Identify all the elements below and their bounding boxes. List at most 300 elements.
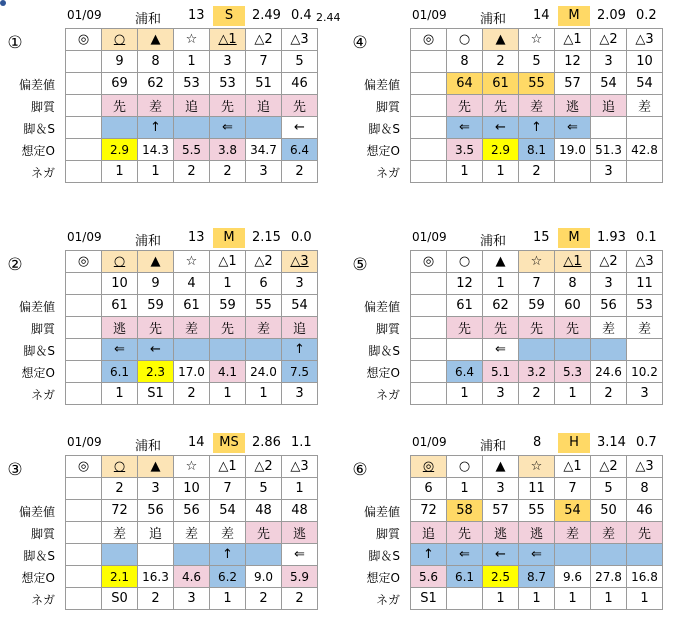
grid-cell [66,588,102,610]
grid-cell: 5.9 [282,566,318,588]
grid-cell: 5 [519,51,555,73]
grid-row-nums [66,51,318,73]
row-label: 脚質 [30,100,55,114]
grid-cell: 51.3 [591,139,627,161]
grid-cell: 追 [138,522,174,544]
grid-cell: ▲ [138,29,174,51]
grid-row-arrow [411,544,663,566]
grid-cell: ○ [447,251,483,273]
grid-cell: 8 [447,51,483,73]
grid-row-nega [411,588,663,610]
grid-cell: 差 [102,522,138,544]
row-label: 脚＆S [23,549,55,563]
grid-cell: ☆ [519,251,555,273]
grid-cell: 2 [483,51,519,73]
grid-cell: 57 [555,73,591,95]
grid-row-odds [411,566,663,588]
grid-cell: 差 [591,317,627,339]
grid-cell: △2 [591,456,627,478]
race-date: 01/09 [67,230,102,244]
grid-cell [411,51,447,73]
grid-cell: △2 [246,251,282,273]
grid-cell: 1 [210,383,246,405]
grid-cell: ⇐ [102,339,138,361]
grid-cell: △2 [591,29,627,51]
grid-cell [174,544,210,566]
race-number: 13 [188,8,205,23]
grid-cell [102,117,138,139]
grid-cell: 54 [555,500,591,522]
grid-cell: 先 [447,95,483,117]
grid-row-dev [66,295,318,317]
row-label: 想定O [21,144,55,158]
grid-cell: 逃 [102,317,138,339]
grid-cell [66,383,102,405]
index-value: 2.86 [252,435,281,450]
grid-cell: 10 [102,273,138,295]
grid-cell: 10.2 [627,361,663,383]
grid-cell: 54 [591,73,627,95]
grid-cell: △3 [282,456,318,478]
race-class-badge: M [558,6,590,26]
grid-cell: 1 [519,588,555,610]
row-label: 脚＆S [23,344,55,358]
grid-cell: 先 [447,522,483,544]
grid-cell: 追 [411,522,447,544]
grid-cell: 58 [447,500,483,522]
grid-cell: ◎ [411,29,447,51]
grid-cell: 3 [282,273,318,295]
grid-cell: 11 [627,273,663,295]
grid-cell [66,544,102,566]
grid-cell: ↑ [138,117,174,139]
grid-cell: 53 [174,73,210,95]
grid-cell [66,273,102,295]
row-label: 想定O [366,366,400,380]
grid-cell: 3.8 [210,139,246,161]
grid-cell: ◎ [66,29,102,51]
row-label: 脚＆S [23,122,55,136]
diff-value: 0.1 [636,230,657,245]
race-date: 01/09 [67,435,102,449]
row-label: ネガ [30,388,55,402]
grid-cell: 61 [447,295,483,317]
row-label: 想定O [366,571,400,585]
grid-cell: 1 [447,478,483,500]
grid-cell: 4 [174,273,210,295]
grid-cell: 1 [483,588,519,610]
panel-header [55,228,375,248]
grid-cell [246,117,282,139]
grid-cell: ▲ [138,251,174,273]
row-label: 脚質 [30,527,55,541]
panel-number: ⑥ [352,460,368,480]
grid-cell: 2 [138,588,174,610]
grid-cell: ◎ [66,456,102,478]
grid-row-odds [411,361,663,383]
panel-header [400,433,673,453]
panel-header [400,6,673,26]
panel-number: ① [7,33,23,53]
grid-cell: 先 [282,95,318,117]
grid-cell: △2 [591,251,627,273]
race-date: 01/09 [412,435,447,449]
grid-cell: 3.2 [519,361,555,383]
grid-cell: 60 [555,295,591,317]
row-label: 脚質 [375,322,400,336]
grid-cell: ▲ [138,456,174,478]
grid-cell: 62 [138,73,174,95]
grid-cell: 逃 [483,522,519,544]
grid-cell [447,339,483,361]
grid-cell: 先 [447,317,483,339]
index-value: 2.49 [252,8,281,23]
grid-cell: ☆ [174,251,210,273]
grid-cell: 69 [102,73,138,95]
grid-cell: 56 [138,500,174,522]
grid-cell [66,361,102,383]
grid-cell: 50 [591,500,627,522]
grid-cell: 2 [174,161,210,183]
grid-row-style [66,95,318,117]
grid-cell: 差 [246,317,282,339]
grid-cell: 59 [138,295,174,317]
grid-cell: 追 [591,95,627,117]
grid-cell: 1 [447,161,483,183]
row-label: 想定O [21,366,55,380]
grid-cell: ↑ [411,544,447,566]
grid-cell: 16.3 [138,566,174,588]
venue-name: 浦和 [480,12,507,27]
grid-cell: 53 [210,73,246,95]
grid-cell: 1 [591,588,627,610]
grid-cell [411,295,447,317]
race-panel [7,228,375,428]
grid-cell [66,566,102,588]
diff-value: 0.4 [291,8,312,23]
grid-row-arrow [411,339,663,361]
grid-row-nega [66,383,318,405]
prediction-grid [410,455,663,610]
grid-cell [411,273,447,295]
grid-cell: 1 [555,588,591,610]
grid-cell: 55 [519,500,555,522]
grid-cell [411,161,447,183]
row-label: 想定O [21,571,55,585]
grid-cell: 9.0 [246,566,282,588]
grid-cell: 12 [447,273,483,295]
race-class-badge: S [213,6,245,26]
grid-cell [66,339,102,361]
grid-cell: 1 [483,161,519,183]
grid-row-arrow [66,339,318,361]
grid-cell: ↑ [519,117,555,139]
grid-cell: 逃 [519,522,555,544]
grid-cell: 差 [627,317,663,339]
grid-cell: 6 [246,273,282,295]
grid-cell: 先 [102,95,138,117]
grid-cell: △1 [555,29,591,51]
grid-cell: 12 [555,51,591,73]
grid-cell: 2 [210,161,246,183]
grid-cell: 54 [282,295,318,317]
grid-cell [591,544,627,566]
grid-cell: 6 [411,478,447,500]
grid-cell: 8.7 [519,566,555,588]
grid-cell: 3 [246,161,282,183]
grid-row-nums [66,478,318,500]
grid-row-dev [66,73,318,95]
grid-cell: 3 [483,383,519,405]
grid-cell [66,139,102,161]
grid-cell: 48 [282,500,318,522]
race-class-badge: MS [213,433,245,453]
grid-cell [66,95,102,117]
grid-cell: 2 [102,478,138,500]
grid-cell [555,544,591,566]
row-label: ネガ [375,388,400,402]
race-number: 15 [533,230,550,245]
grid-cell [411,339,447,361]
grid-cell: △2 [246,456,282,478]
grid-cell: 8 [555,273,591,295]
venue-name: 浦和 [135,439,162,454]
grid-cell: 差 [210,522,246,544]
grid-cell: 42.8 [627,139,663,161]
grid-cell [627,544,663,566]
grid-cell [555,339,591,361]
grid-cell: 56 [174,500,210,522]
grid-cell [411,95,447,117]
grid-cell: 19.0 [555,139,591,161]
row-label: ネガ [375,166,400,180]
grid-cell: 7 [246,51,282,73]
grid-cell: 3 [282,383,318,405]
grid-row-arrow [66,544,318,566]
grid-row-dev [66,500,318,522]
grid-row-nega [66,588,318,610]
grid-cell: 2.9 [483,139,519,161]
grid-cell: ○ [447,456,483,478]
grid-row-odds [66,361,318,383]
index-value: 2.15 [252,230,281,245]
grid-row-arrow [66,117,318,139]
grid-cell: 54 [210,500,246,522]
grid-cell: 3 [591,273,627,295]
grid-cell: ⇐ [519,544,555,566]
race-number: 14 [188,435,205,450]
grid-cell: 1 [246,383,282,405]
grid-cell: ☆ [519,29,555,51]
diff-value: 0.7 [636,435,657,450]
grid-cell [138,544,174,566]
grid-row-marks [411,456,663,478]
grid-cell: 3 [591,51,627,73]
grid-cell: 14.3 [138,139,174,161]
grid-cell: 48 [246,500,282,522]
grid-cell: 差 [555,522,591,544]
grid-cell: 72 [411,500,447,522]
grid-cell: 先 [555,317,591,339]
grid-cell: 追 [174,95,210,117]
grid-row-dev [411,295,663,317]
grid-cell: ⇐ [282,544,318,566]
grid-cell [411,361,447,383]
grid-cell [411,73,447,95]
grid-row-dev [411,73,663,95]
grid-cell: 34.7 [246,139,282,161]
grid-cell: 55 [519,73,555,95]
grid-cell: 61 [102,295,138,317]
grid-cell: △1 [210,251,246,273]
grid-cell: 8.1 [519,139,555,161]
row-label: ネガ [30,166,55,180]
grid-cell [102,544,138,566]
grid-cell [411,117,447,139]
grid-row-odds [66,139,318,161]
grid-row-odds [411,139,663,161]
grid-cell: 先 [519,317,555,339]
grid-row-marks [411,29,663,51]
grid-cell: 16.8 [627,566,663,588]
grid-cell: 差 [591,522,627,544]
grid-cell: ← [483,117,519,139]
grid-cell: 7 [210,478,246,500]
grid-cell: 6.4 [282,139,318,161]
grid-cell: 2 [282,161,318,183]
grid-row-marks [411,251,663,273]
panel-number: ④ [352,33,368,53]
grid-cell: ⇐ [555,117,591,139]
grid-cell: 5 [591,478,627,500]
grid-cell: 5.3 [555,361,591,383]
grid-cell: ○ [102,456,138,478]
prediction-grid [65,455,318,610]
grid-cell [210,339,246,361]
race-panel [7,6,375,206]
grid-cell: 先 [483,95,519,117]
race-date: 01/09 [67,8,102,22]
grid-cell: ⇐ [447,544,483,566]
grid-cell: 5 [282,51,318,73]
grid-cell: 3 [591,161,627,183]
grid-row-style [66,317,318,339]
row-label: 偏差値 [18,78,55,92]
grid-cell: 55 [246,295,282,317]
grid-row-nums [411,478,663,500]
grid-cell: S1 [138,383,174,405]
grid-cell: 追 [282,317,318,339]
grid-cell: 5 [246,478,282,500]
grid-cell: △3 [282,251,318,273]
grid-row-style [411,317,663,339]
grid-cell: ▲ [483,251,519,273]
grid-row-nega [411,383,663,405]
panel-header [400,228,673,248]
grid-cell [591,339,627,361]
grid-cell [591,117,627,139]
row-label: 脚質 [375,527,400,541]
grid-cell: ⇐ [483,339,519,361]
row-label: 脚＆S [368,344,400,358]
grid-cell: 3.5 [447,139,483,161]
index-value: 2.09 [597,8,626,23]
grid-cell: ☆ [174,29,210,51]
prediction-grid [65,28,318,183]
grid-cell: 1 [483,273,519,295]
grid-cell: 先 [483,317,519,339]
grid-cell: 先 [627,522,663,544]
grid-row-style [411,522,663,544]
grid-cell: 57 [483,500,519,522]
grid-cell [174,117,210,139]
grid-cell: 差 [519,95,555,117]
grid-cell: 1 [210,273,246,295]
grid-cell: 1 [102,161,138,183]
grid-cell: 差 [174,317,210,339]
grid-cell: 差 [627,95,663,117]
grid-cell: S1 [411,588,447,610]
grid-cell: 逃 [555,95,591,117]
grid-cell [66,295,102,317]
row-label: ネガ [30,593,55,607]
grid-cell: 7.5 [282,361,318,383]
grid-cell: 6.1 [102,361,138,383]
row-label: ネガ [375,593,400,607]
grid-cell: 2 [519,383,555,405]
grid-cell: ▲ [483,456,519,478]
index-value: 1.93 [597,230,626,245]
grid-cell: 1 [282,478,318,500]
grid-row-nums [411,273,663,295]
grid-cell [246,339,282,361]
grid-cell: 2 [282,588,318,610]
grid-cell [627,161,663,183]
grid-cell [66,522,102,544]
grid-cell: 64 [447,73,483,95]
race-date: 01/09 [412,230,447,244]
grid-cell: △1 [555,456,591,478]
grid-cell: 4.6 [174,566,210,588]
grid-cell [174,339,210,361]
venue-name: 浦和 [135,234,162,249]
grid-cell: 差 [174,522,210,544]
grid-cell: ◎ [66,251,102,273]
grid-cell: 先 [210,95,246,117]
grid-cell: 24.6 [591,361,627,383]
grid-cell: 2 [174,383,210,405]
grid-cell: ○ [447,29,483,51]
grid-cell: 3 [174,588,210,610]
grid-cell [411,317,447,339]
race-number: 14 [533,8,550,23]
grid-cell: 3 [627,383,663,405]
grid-cell: ○ [102,251,138,273]
grid-cell: 9 [138,273,174,295]
grid-row-style [66,522,318,544]
race-panel [352,228,673,428]
row-label: 脚＆S [368,549,400,563]
grid-cell: △2 [246,29,282,51]
index-value: 3.14 [597,435,626,450]
grid-cell: 59 [210,295,246,317]
grid-cell: ← [138,339,174,361]
grid-cell [411,383,447,405]
grid-cell [627,117,663,139]
venue-name: 浦和 [480,439,507,454]
prediction-grid [410,250,663,405]
grid-cell [66,500,102,522]
